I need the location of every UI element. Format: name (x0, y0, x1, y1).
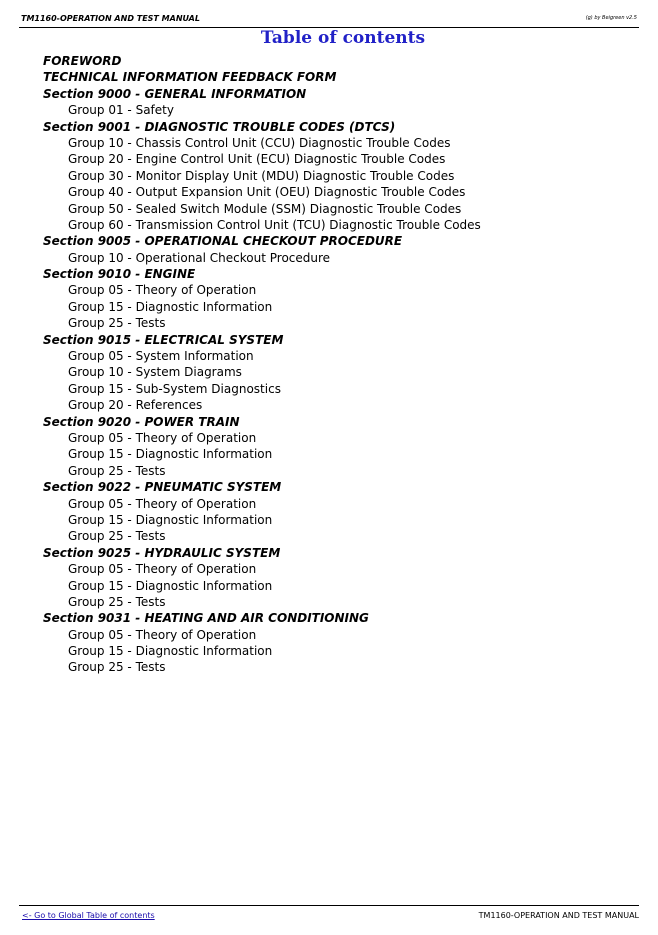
toc-group-link[interactable]: Group 25 - Tests (68, 463, 166, 478)
toc-section-link[interactable]: Section 9001 - DIAGNOSTIC TROUBLE CODES (DTCS) (43, 119, 396, 134)
toc-section-link[interactable]: Section 9005 - OPERATIONAL CHECKOUT PROCEDURE (43, 234, 403, 249)
toc-section-link[interactable]: Section 9010 - ENGINE (43, 267, 196, 282)
toc-group-link[interactable]: Group 30 - Monitor Display Unit (MDU) Diagnostic Trouble Codes (68, 168, 455, 183)
toc-group-link[interactable]: Group 01 - Safety (68, 103, 174, 118)
toc-section-link[interactable]: Section 9031 - HEATING AND AIR CONDITIONING (43, 611, 369, 626)
page-title: Table of contents (260, 28, 426, 48)
toc-group-link[interactable]: Group 20 - References (68, 398, 203, 413)
toc-group-link[interactable]: Group 05 - Theory of Operation (68, 496, 257, 511)
toc-section-link[interactable]: FOREWORD (43, 54, 122, 68)
toc-group-link[interactable]: Group 20 - Engine Control Unit (ECU) Diagnostic Trouble Codes (68, 152, 446, 167)
credit-text: (g) by Beigreen v2.5 (585, 15, 637, 21)
toc-group-link[interactable]: Group 40 - Output Expansion Unit (OEU) Diagnostic Trouble Codes (68, 185, 466, 200)
toc-group-link[interactable]: Group 10 - Chassis Control Unit (CCU) Diagnostic Trouble Codes (68, 135, 451, 150)
toc-group-link[interactable]: Group 25 - Tests (68, 594, 166, 609)
toc-section-link[interactable]: Section 9000 - GENERAL INFORMATION (43, 86, 307, 101)
toc-group-link[interactable]: Group 10 - System Diagrams (68, 365, 242, 380)
toc-group-link[interactable]: Group 15 - Diagnostic Information (68, 447, 273, 462)
toc-section-link[interactable]: Section 9020 - POWER TRAIN (43, 414, 240, 429)
page-footer (19, 905, 639, 920)
toc-group-link[interactable]: Group 15 - Sub-System Diagnostics (68, 381, 281, 396)
toc-group-link[interactable]: Group 05 - Theory of Operation (68, 627, 257, 642)
toc-section-link[interactable]: Section 9025 - HYDRAULIC SYSTEM (43, 545, 281, 560)
toc-group-link[interactable]: Group 05 - System Information (68, 349, 254, 364)
toc-group-link[interactable]: Group 60 - Transmission Control Unit (TCU) Diagnostic Trouble Codes (68, 217, 481, 232)
toc-group-link[interactable]: Group 15 - Diagnostic Information (68, 299, 273, 314)
toc-group-link[interactable]: Group 05 - Theory of Operation (68, 430, 257, 445)
manual-title: TM1160-OPERATION AND TEST MANUAL (21, 14, 200, 23)
toc-section-link[interactable]: Section 9015 - ELECTRICAL SYSTEM (43, 332, 284, 347)
toc-group-link[interactable]: Group 10 - Operational Checkout Procedure (68, 250, 331, 265)
toc-group-link[interactable]: Group 15 - Diagnostic Information (68, 578, 273, 593)
toc-group-link[interactable]: Group 15 - Diagnostic Information (68, 644, 273, 659)
table-of-contents (43, 53, 643, 676)
toc-group-link[interactable]: Group 05 - Theory of Operation (68, 283, 257, 298)
toc-group-link[interactable]: Group 25 - Tests (68, 529, 166, 544)
footer-manual-title: TM1160-OPERATION AND TEST MANUAL (478, 911, 639, 920)
toc-group-link[interactable]: Group 05 - Theory of Operation (68, 562, 257, 577)
toc-group-link[interactable]: Group 25 - Tests (68, 660, 166, 675)
toc-section-link[interactable]: Section 9022 - PNEUMATIC SYSTEM (43, 480, 282, 495)
toc-group-link[interactable]: Group 50 - Sealed Switch Module (SSM) Diagnostic Trouble Codes (68, 201, 462, 216)
global-toc-link[interactable]: <- Go to Global Table of contents (22, 911, 155, 920)
toc-group-link[interactable]: Group 25 - Tests (68, 316, 166, 331)
page-header (19, 9, 639, 28)
toc-group-link[interactable]: Group 15 - Diagnostic Information (68, 512, 273, 527)
toc-section-link[interactable]: TECHNICAL INFORMATION FEEDBACK FORM (43, 70, 337, 85)
